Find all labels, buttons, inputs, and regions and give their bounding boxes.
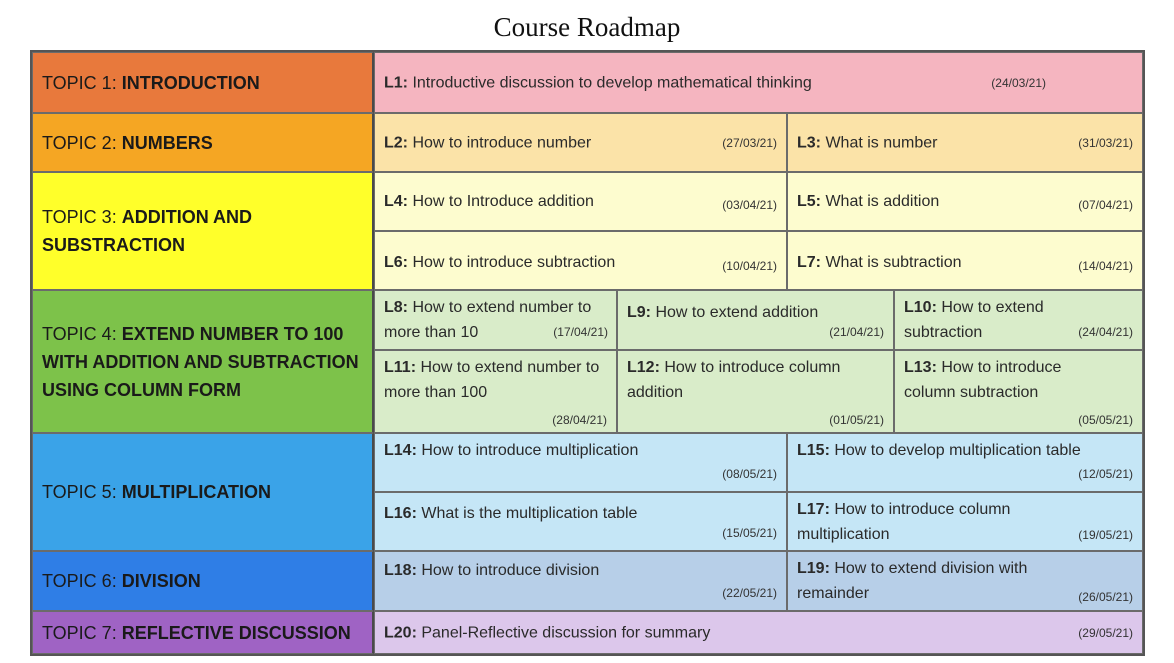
lesson-text: What is subtraction	[821, 254, 962, 271]
lesson-text: How to introduce column multiplication	[797, 501, 1011, 543]
page-title: Course Roadmap	[493, 12, 681, 42]
lesson-date: (19/05/21)	[1078, 528, 1133, 542]
lesson-text: How to extend addition	[651, 304, 819, 321]
lesson-code: L4:	[384, 193, 408, 210]
lesson-text: How to introduce multiplication	[416, 442, 639, 459]
lesson-date: (14/04/21)	[1078, 259, 1133, 273]
lesson-text: How to develop multiplication table	[829, 442, 1081, 459]
lesson-date: (31/03/21)	[1078, 135, 1133, 150]
lesson-text: How to Introduce addition	[408, 193, 594, 210]
lesson-code: L5:	[797, 193, 821, 210]
lesson-cell-l10	[894, 290, 1143, 350]
lesson-cell-l14	[374, 433, 787, 492]
lesson-cell-l1	[374, 52, 1143, 113]
lesson-date: (08/05/21)	[722, 467, 777, 481]
lesson-text: What is the multiplication table	[416, 505, 638, 522]
lesson-code: L10:	[904, 299, 937, 316]
lesson-code: L20:	[384, 624, 417, 641]
lesson-date: (22/05/21)	[722, 586, 777, 600]
lesson-date: (07/04/21)	[1078, 198, 1133, 212]
lesson-code: L9:	[627, 304, 651, 321]
topic-6-name: DIVISION	[121, 571, 201, 591]
topic-7-name: REFLECTIVE DISCUSSION	[121, 622, 351, 643]
lesson-text: What is addition	[821, 193, 940, 210]
topic-5-name: MULTIPLICATION	[121, 482, 272, 502]
lesson-cell-l8	[374, 290, 617, 350]
lesson-cell-l12	[617, 350, 894, 433]
lesson-code: L17:	[797, 501, 830, 518]
lesson-code: L15:	[797, 442, 830, 459]
topic-7-prefix: TOPIC 7:	[42, 622, 122, 643]
lesson-cell-l7	[787, 231, 1143, 290]
topic-4-prefix: TOPIC 4:	[42, 323, 122, 344]
lesson-date: (26/05/21)	[1078, 590, 1133, 604]
lesson-text: How to introduce column subtraction	[904, 359, 1062, 401]
lesson-date: (12/05/21)	[1078, 467, 1133, 481]
lesson-date: (10/04/21)	[722, 259, 777, 273]
topic-5-prefix: TOPIC 5:	[42, 482, 122, 502]
lesson-date: (15/05/21)	[722, 526, 777, 540]
lesson-date: (28/04/21)	[552, 413, 607, 427]
topic-7-cell	[32, 611, 374, 654]
lesson-date: (29/05/21)	[1078, 625, 1133, 640]
lesson-text: What is number	[821, 134, 938, 151]
lesson-date: (24/04/21)	[1078, 325, 1133, 339]
lesson-date: (21/04/21)	[829, 325, 884, 339]
topic-3-prefix: TOPIC 3:	[42, 207, 122, 227]
lesson-text: How to introduce column addition	[627, 359, 841, 401]
topic-2-name: NUMBERS	[121, 132, 213, 153]
lesson-cell-l13	[894, 350, 1143, 433]
lesson-cell-l20	[374, 611, 1143, 654]
lesson-text: How to extend number to more than 100	[384, 359, 600, 401]
lesson-cell-l19	[787, 551, 1143, 611]
lesson-cell-l5	[787, 172, 1143, 231]
lesson-cell-l9	[617, 290, 894, 350]
roadmap-table	[30, 50, 1145, 656]
topic-2-prefix: TOPIC 2:	[42, 132, 122, 153]
lesson-text: Panel-Reflective discussion for summary	[416, 624, 711, 641]
lesson-code: L12:	[627, 359, 660, 376]
lesson-text: How to introduce division	[416, 562, 600, 579]
topic-3-name: ADDITION AND SUBSTRACTION	[42, 207, 253, 255]
lesson-date: (24/03/21)	[991, 75, 1046, 90]
lesson-date: (27/03/21)	[722, 135, 777, 150]
lesson-text: How to extend division with remainder	[797, 560, 1028, 602]
topic-1-cell	[32, 52, 374, 113]
topic-5-cell	[32, 433, 374, 551]
lesson-code: L2:	[384, 134, 408, 151]
lesson-code: L14:	[384, 442, 417, 459]
lesson-code: L8:	[384, 299, 408, 316]
lesson-text: Introductive discussion to develop mathematical thinking	[408, 74, 812, 91]
topic-1-name: INTRODUCTION	[121, 72, 260, 93]
lesson-cell-l18	[374, 551, 787, 611]
lesson-code: L7:	[797, 254, 821, 271]
topic-6-prefix: TOPIC 6:	[42, 571, 122, 591]
lesson-code: L18:	[384, 562, 417, 579]
lesson-text: How to introduce subtraction	[408, 254, 616, 271]
lesson-text: How to extend subtraction	[904, 299, 1044, 341]
lesson-cell-l2	[374, 113, 787, 172]
topic-2-cell	[32, 113, 374, 172]
topic-4-name: EXTEND NUMBER TO 100 WITH ADDITION AND SUBTRACTION USING COLUMN FORM	[42, 323, 359, 400]
lesson-code: L6:	[384, 254, 408, 271]
topic-4-cell	[32, 290, 374, 433]
lesson-code: L13:	[904, 359, 937, 376]
lesson-cell-l11	[374, 350, 617, 433]
lesson-cell-l16	[374, 492, 787, 551]
lesson-date: (01/05/21)	[829, 413, 884, 427]
lesson-cell-l4	[374, 172, 787, 231]
lesson-cell-l3	[787, 113, 1143, 172]
lesson-code: L11:	[384, 359, 417, 376]
lesson-code: L19:	[797, 560, 830, 577]
lesson-date: (17/04/21)	[553, 325, 608, 339]
topic-6-cell	[32, 551, 374, 611]
lesson-cell-l6	[374, 231, 787, 290]
lesson-date: (05/05/21)	[1078, 413, 1133, 427]
lesson-date: (03/04/21)	[722, 198, 777, 212]
lesson-text: How to introduce number	[408, 134, 592, 151]
lesson-code: L16:	[384, 505, 417, 522]
lesson-text: How to extend number to more than 10	[384, 299, 592, 341]
topic-3-cell	[32, 172, 374, 290]
topic-1-prefix: TOPIC 1:	[42, 72, 122, 93]
lesson-cell-l17	[787, 492, 1143, 551]
lesson-cell-l15	[787, 433, 1143, 492]
lesson-code: L3:	[797, 134, 821, 151]
lesson-code: L1:	[384, 74, 408, 91]
